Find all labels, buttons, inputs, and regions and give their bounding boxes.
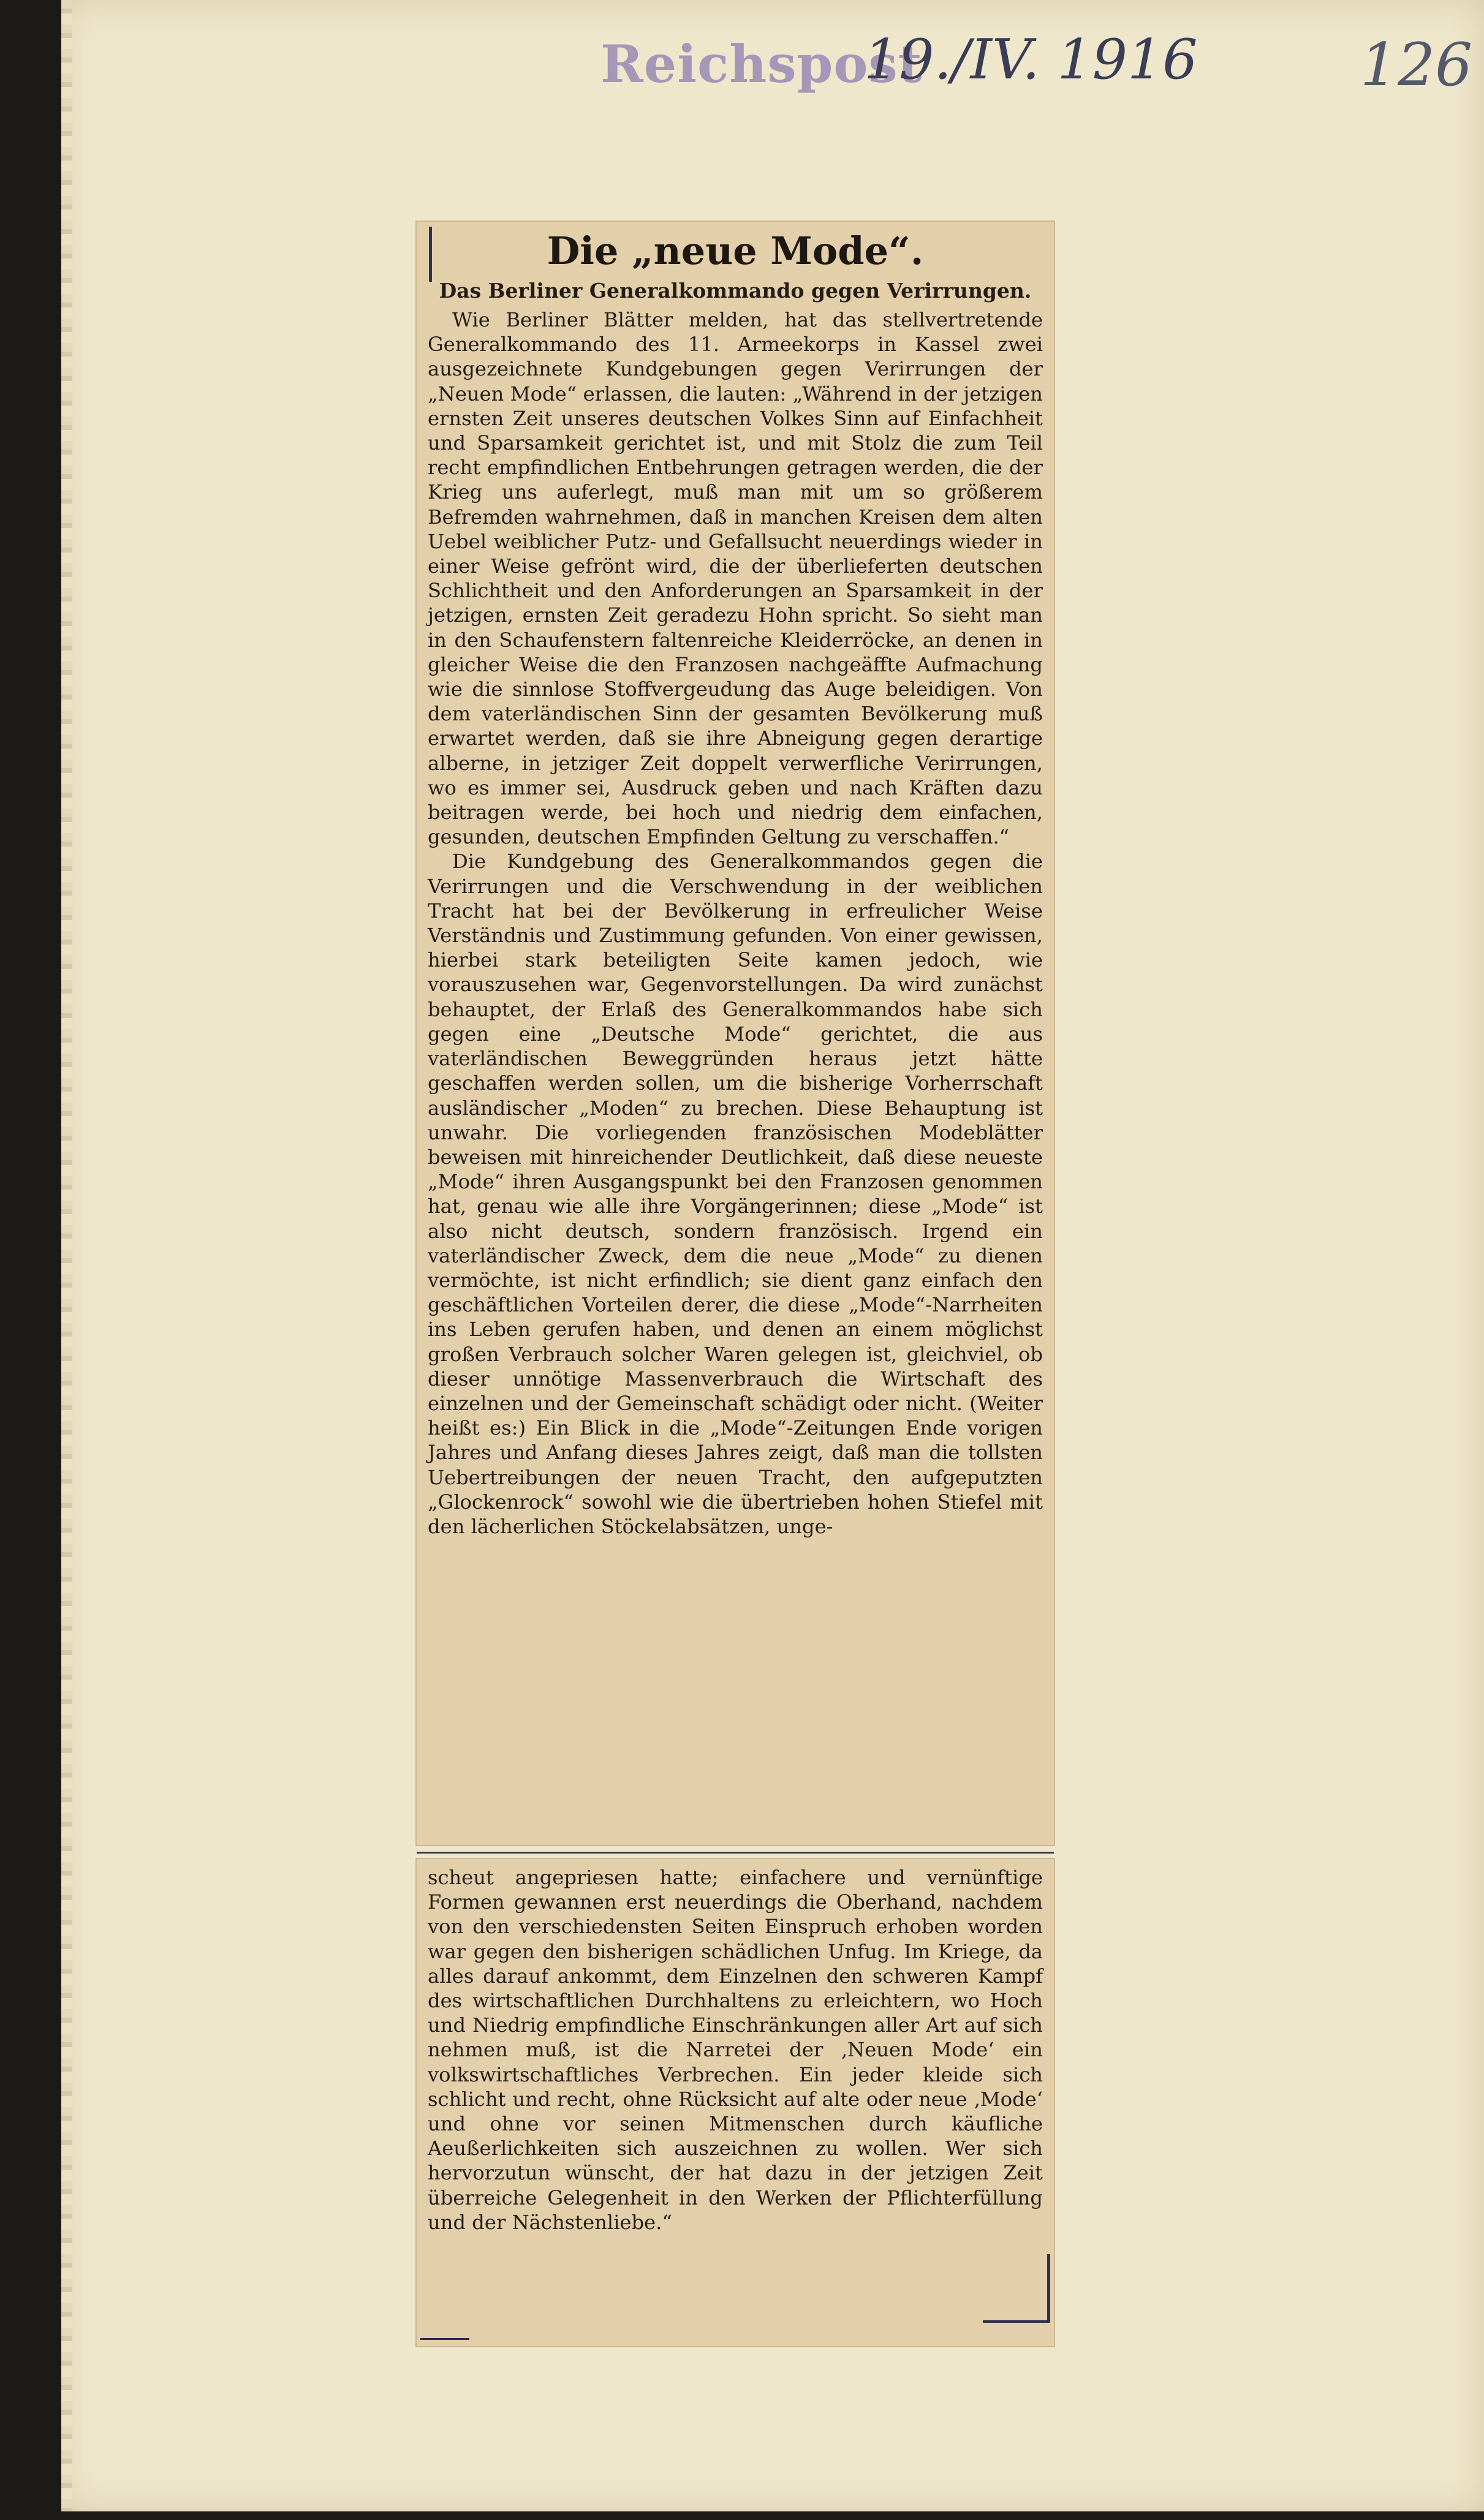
article-paragraph: Die Kundgebung des Generalkommandos gegen die Verirrungen und die Verschwendung in der weiblichen Tracht hat bei der Bevölkerung in erfreulicher Weise Verständnis und Zustimmung gefunden. Von einer gewissen, hierbei stark beteiligten Seite kamen jedoch, wie vorauszusehen war, Gegenvorstellungen. Da wird zunächst behauptet, der Erlaß des Generalkommandos habe sich gegen eine „Deutsche Mode“ gerichtet, die aus vaterländischen Beweggründen heraus jetzt hätte geschaffen werden sollen, um die bisherige Vorherrschaft ausländischer „Moden“ zu brechen. Diese Behauptung ist unwahr. Die vorliegenden französischen Modeblätter beweisen mit hinreichender Deutlichkeit, daß diese neueste „Mode“ ihren Ausgangspunkt bei den Franzosen genommen hat, genau wie alle ihre Vorgängerinnen; diese „Mode“ ist also nicht deutsch, sondern französisch. Irgend ein vaterländischer Zweck, dem die neue „Mode“ zu dienen vermöchte, ist nicht erfindlich; sie dient ganz einfach den geschäftlichen Vorteilen derer, die diese „Mode“-Narrheiten ins Leben gerufen haben, und denen an einem möglichst großen Verbrauch solcher Waren gelegen ist, gleichviel, ob dieser unnötige Massenverbrauch die Wirtschaft des einzelnen und der Gemeinschaft schädigt oder nicht. (Weiter heißt es:) Ein Blick in die „Mode“-Zeitungen Ende vorigen Jahres und Anfang dieses Jahres zeigt, daß man die tollsten Uebertreibungen der neuen Tracht, den aufgeputzten „Glockenrock“ sowohl wie die übertrieben hohen Stiefel mit den lächerlichen Stöckelabsätzen, unge- — [428, 850, 1043, 1538]
blue-pencil-mark — [1047, 2254, 1050, 2322]
newspaper-stamp: Reichspost — [600, 34, 923, 94]
article-body — [428, 307, 1043, 1539]
article-subheadline: Das Berliner Generalkommando gegen Verirrungen. — [439, 279, 1032, 303]
clipping-part-one — [417, 222, 1054, 1845]
article-paragraph: Wie Berliner Blätter melden, hat das stellvertretende Generalkommando des 11. Armeekorps in Kassel zwei ausgezeichnete Kundgebungen gegen Verirrungen der „Neuen Mode“ erlassen, die lauten: „Während in der jetzigen ernsten Zeit unseres deutschen Volkes Sinn auf Einfachheit und Sparsamkeit gerichtet ist, und mit Stolz die zum Teil recht empfindlichen Entbehrungen getragen werden, die der Krieg uns auferlegt, muß man mit um so größerem Befremden wahrnehmen, daß in manchen Kreisen dem alten Uebel weiblicher Putz- und Gefallsucht neuerdings wieder in einer Weise gefrönt wird, die der überlieferten deutschen Schlichtheit und den Anforderungen an Sparsamkeit in der jetzigen, ernsten Zeit geradezu Hohn spricht. So sieht man in den Schaufenstern faltenreiche Kleiderröcke, an denen in gleicher Weise die den Franzosen nachgeäffte Aufmachung wie die sinnlose Stoffvergeudung das Auge beleidigen. Von dem vaterländischen Sinn der gesamten Bevölkerung muß erwartet werden, daß sie ihre Abneigung gegen derartige alberne, in jetziger Zeit doppelt verwerfliche Verirrungen, wo es immer sei, Ausdruck geben und nach Kräften dazu beitragen werde, bei hoch und niedrig dem einfachen, gesunden, deutschen Empfinden Geltung zu verschaffen.“ — [428, 308, 1043, 849]
blue-pencil-underline — [983, 2320, 1050, 2323]
archive-number: 126 — [1360, 31, 1473, 99]
clipping-part-two — [417, 1859, 1054, 2346]
blue-pencil-underline — [420, 2338, 469, 2340]
article-headline: Die „neue Mode“. — [547, 228, 924, 273]
handwritten-date: 19./IV. 1916 — [864, 28, 1198, 92]
divider-rule — [417, 1852, 1054, 1854]
article-continuation: scheut angepriesen hatte; einfachere und vernünftige Formen gewannen erst neuerdings die Oberhand, nachdem von den verschiedensten Seiten Einspruch erhoben worden war gegen den bisherigen schädlichen Unfug. Im Kriege, da alles darauf ankommt, dem Einzelnen den schweren Kampf des wirtschaftlichen Durchhaltens zu erleichtern, wo Hoch und Niedrig empfindliche Einschränkungen aller Art auf sich nehmen muß, ist die Narretei der ‚Neuen Mode‘ ein volkswirtschaftliches Verbrechen. Ein jeder kleide sich schlicht und recht, ohne Rücksicht auf alte oder neue ‚Mode‘ und ohne vor seinen Mitmenschen durch käufliche Aeußerlichkeiten sich auszeichnen zu wollen. Wer sich hervorzutun wünscht, der hat dazu in der jetzigen Zeit überreiche Gelegenheit in den Werken der Pflichterfüllung und der Nächstenliebe.“ — [428, 1866, 1043, 2234]
